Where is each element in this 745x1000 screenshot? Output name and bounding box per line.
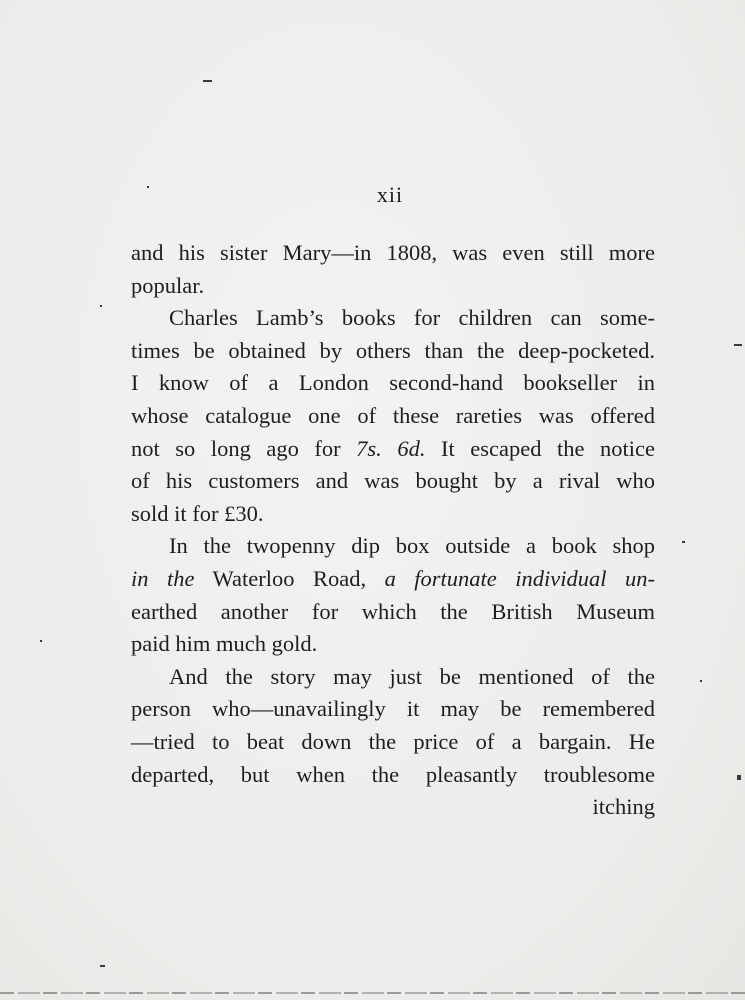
text-line: And the story may just be mentioned of the [169, 663, 655, 689]
body-text [131, 237, 655, 824]
scan-speck [100, 965, 105, 967]
scan-speck [203, 80, 212, 82]
scan-speck [700, 680, 702, 682]
text-line: not so long ago for 7s. 6d. It escaped the notice [131, 435, 656, 461]
scan-speck [734, 344, 742, 346]
catchword: itching [592, 794, 655, 820]
text-line: popular. [131, 272, 205, 298]
scan-speck [147, 186, 149, 188]
text-line: of his customers and was bought by a rival who [131, 468, 655, 494]
text-line: person who—unavailingly it may be remembered [131, 696, 655, 722]
text-line: paid him much gold. [131, 631, 318, 657]
text-line: times be obtained by others than the deep-pocketed. [131, 337, 655, 363]
text-line: and his sister Mary—in 1808, was even still more [131, 240, 655, 265]
text-line: Charles Lamb’s books for children can some- [169, 305, 655, 331]
text-line: whose catalogue one of these rareties was offered [131, 402, 655, 428]
scan-speck [737, 775, 741, 780]
text-line: earthed another for which the British Museum [131, 598, 655, 624]
text-line: In the twopenny dip box outside a book shop [169, 533, 655, 559]
page-number: xii [376, 182, 404, 207]
text-line: —tried to beat down the price of a bargain. He [131, 728, 655, 754]
text-line: in the Waterloo Road, a fortunate individual un- [131, 565, 655, 591]
text-line: sold it for £30. [131, 500, 264, 526]
scan-speck [100, 305, 102, 307]
scan-speck [682, 541, 685, 543]
scan-speck [40, 640, 42, 642]
text-line: departed, but when the pleasantly troublesome [131, 761, 655, 787]
text-line: I know of a London second-hand bookseller in [131, 370, 655, 396]
scan-edge-line [0, 992, 745, 994]
